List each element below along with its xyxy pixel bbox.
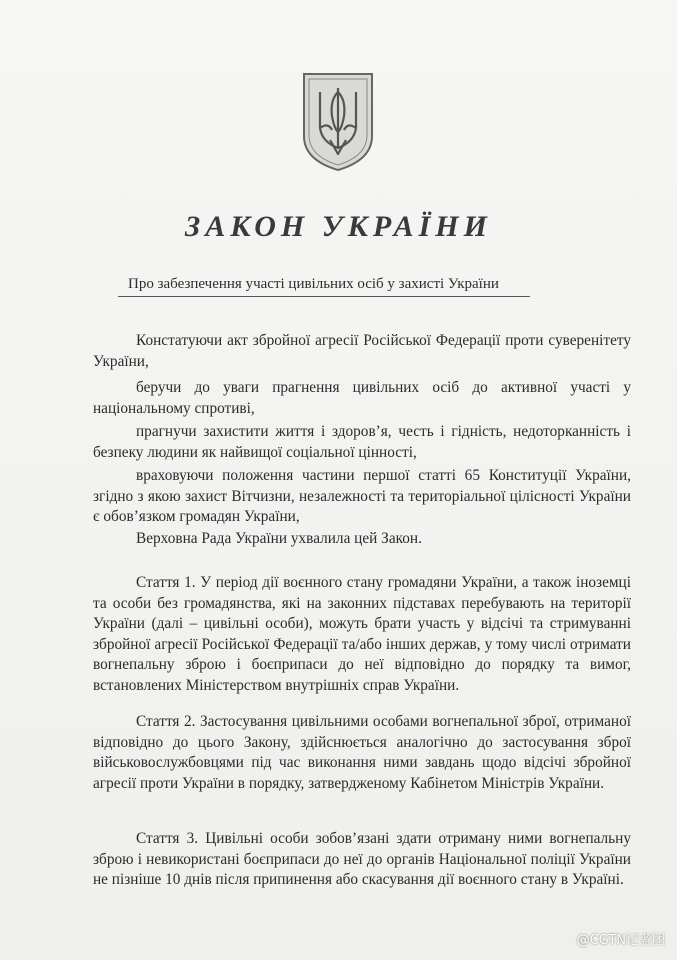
subtitle-underline	[118, 296, 530, 297]
article-3: Стаття 3. Цивільні особи зобов’язані здати отриману ними вогнепальну зброю і невикористані боєприпаси до неї до органів Національної поліції України не пізніше 10 днів після припинення або скасування дії воєнного стану в Україні.	[93, 830, 631, 888]
preamble-paragraph-2: беручи до уваги прагнення цивільних осіб до активної участі у національному спротиві,	[93, 379, 631, 417]
preamble-paragraph-4: враховуючи положення частини першої статті 65 Конституції України, згідно з якою захист Вітчизни, незалежності та територіальної цілісності України є обов’язком громадян України,	[93, 467, 631, 525]
preamble-paragraph-5: Верховна Рада України ухвалила цей Закон.	[136, 530, 422, 547]
ukraine-coat-of-arms-icon	[300, 70, 376, 174]
article-2: Стаття 2. Застосування цивільними особами вогнепальної зброї, отриманої відповідно до цього Закону, здійснюється аналогічно до застосування зброї військовослужбовцями під час виконання ними завдань щодо відсічі збройної агресії проти України в порядку, затвердженому Кабінетом Міністрів України.	[93, 713, 631, 792]
watermark-text: @CGTN记者团	[576, 933, 665, 948]
document-title: ЗАКОН УКРАЇНИ	[185, 210, 492, 243]
document-subtitle: Про забезпечення участі цивільних осіб у захисті України	[128, 276, 499, 292]
article-1: Стаття 1. У період дії воєнного стану громадяни України, а також іноземці та особи без громадянства, які на законних підставах перебувають на території України (далі – цивільні особи), можуть брати участь у відсічі та стримуванні збройної агресії Російської Федерації та/або інших держав, у тому числі отримати вогнепальну зброю і боєприпаси до неї відповідно до порядку та вимог, встановлених Міністерством внутрішніх справ України.	[93, 574, 631, 694]
preamble-paragraph-3: прагнучи захистити життя і здоров’я, честь і гідність, недоторканність і безпеку людини як найвищої соціальної цінності,	[93, 423, 631, 461]
preamble-paragraph-1: Констатуючи акт збройної агресії Російської Федерації проти суверенітету України,	[93, 332, 631, 370]
